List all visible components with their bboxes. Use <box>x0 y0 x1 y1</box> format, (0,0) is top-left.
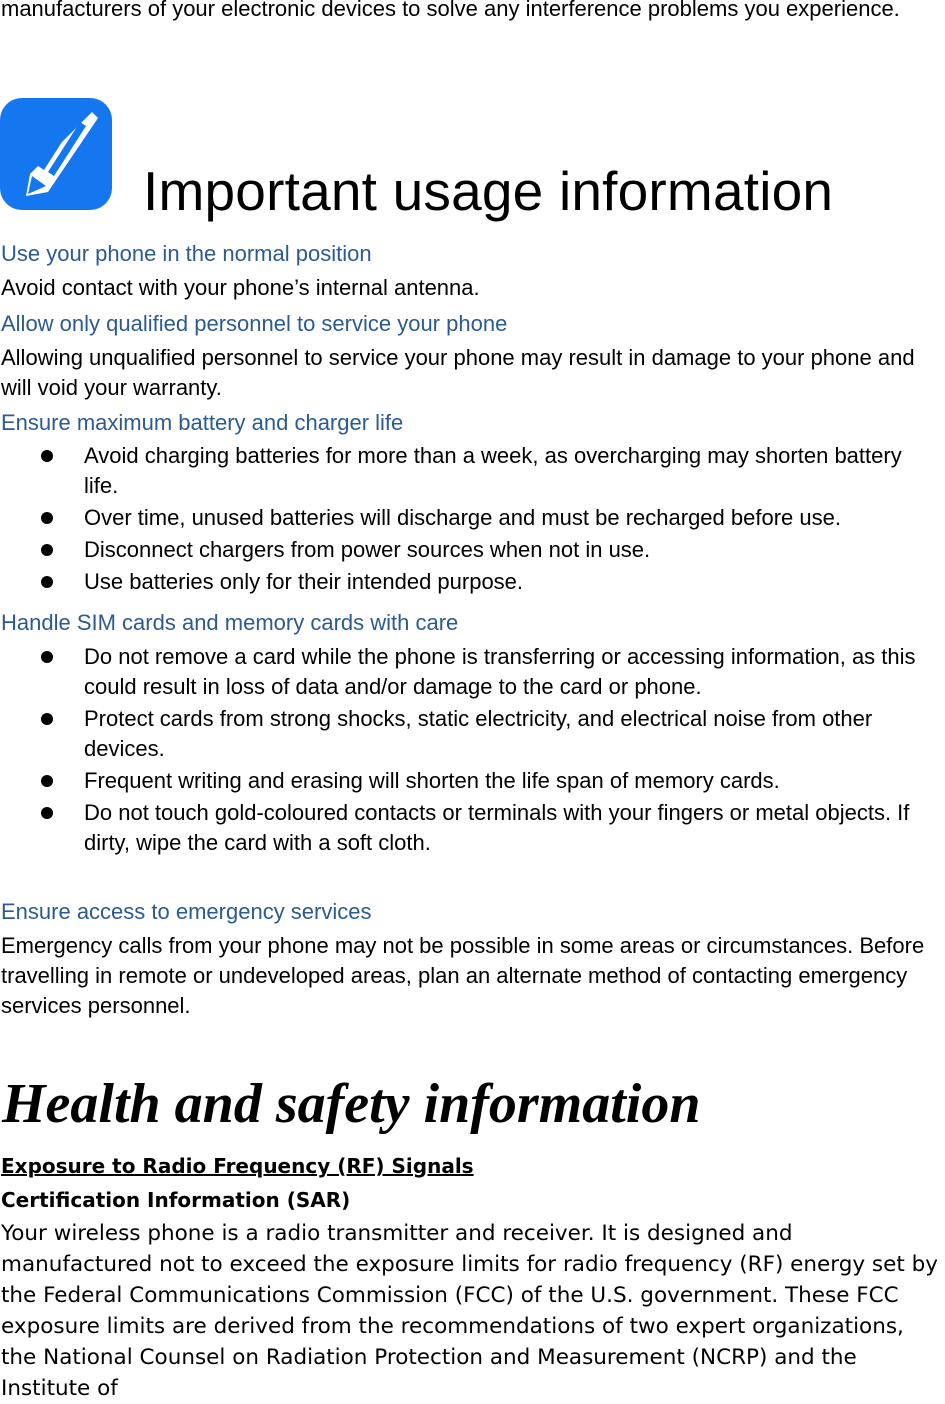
bullet-icon <box>41 775 53 787</box>
bullet-icon <box>41 576 53 588</box>
list-item: Disconnect chargers from power sources when not in use. <box>0 535 945 565</box>
health-safety-title: Health and safety information <box>2 1073 701 1135</box>
section-heading-qualified-service: Allow only qualified personnel to service your phone <box>1 311 508 336</box>
list-item: Do not touch gold-coloured contacts or terminals with your fingers or metal objects. If dirty, wipe the card with a soft cloth. <box>0 798 935 858</box>
list-item: Frequent writing and erasing will shorten the life span of memory cards. <box>0 766 935 796</box>
section-heading-emergency: Ensure access to emergency services <box>1 899 372 924</box>
list-item: Over time, unused batteries will discharge and must be recharged before use. <box>0 503 945 533</box>
section-text-emergency: Emergency calls from your phone may not be possible in some areas or circumstances. Before travelling in remote or undeveloped areas, plan an alternate method of contacting emergency services personnel. <box>1 933 925 1018</box>
list-item: Use batteries only for their intended purpose. <box>0 567 945 597</box>
sar-heading: Certification Information (SAR) <box>1 1188 351 1212</box>
section-text-qualified-service: Allowing unqualified personnel to service your phone may result in damage to your phone and will void your warranty. <box>1 345 915 400</box>
bullet-icon <box>41 450 53 462</box>
sim-bullet-list <box>0 642 935 860</box>
section-heading-battery: Ensure maximum battery and charger life <box>1 410 404 435</box>
list-item: Do not remove a card while the phone is transferring or accessing information, as this could result in loss of data and/or damage to the card or phone. <box>0 642 935 702</box>
page-title: Important usage information <box>143 160 834 222</box>
pencil-note-icon <box>0 96 115 211</box>
bullet-icon <box>41 807 53 819</box>
rf-signals-heading: Exposure to Radio Frequency (RF) Signals <box>1 1154 474 1178</box>
intro-paragraph: manufacturers of your electronic devices to solve any interference problems you experience. <box>1 0 900 21</box>
section-heading-sim-cards: Handle SIM cards and memory cards with care <box>1 610 459 635</box>
section-text-normal-position: Avoid contact with your phone’s internal antenna. <box>1 275 480 300</box>
health-body-text: Your wireless phone is a radio transmitter and receiver. It is designed and manufactured not to exceed the exposure limits for radio frequency (RF) energy set by the Federal Communications Commission (FCC) of the U.S. government. These FCC exposure limits are derived from the recommendations of two expert organizations, the National Counsel on Radiation Protection and Measurement (NCRP) and the Institute of <box>1 1221 938 1401</box>
battery-bullet-list <box>0 441 945 599</box>
bullet-icon <box>41 651 53 663</box>
bullet-icon <box>41 544 53 556</box>
bullet-icon <box>41 512 53 524</box>
list-item: Avoid charging batteries for more than a week, as overcharging may shorten battery life. <box>0 441 945 501</box>
section-heading-normal-position: Use your phone in the normal position <box>1 241 372 266</box>
list-item: Protect cards from strong shocks, static electricity, and electrical noise from other devices. <box>0 704 935 764</box>
bullet-icon <box>41 713 53 725</box>
